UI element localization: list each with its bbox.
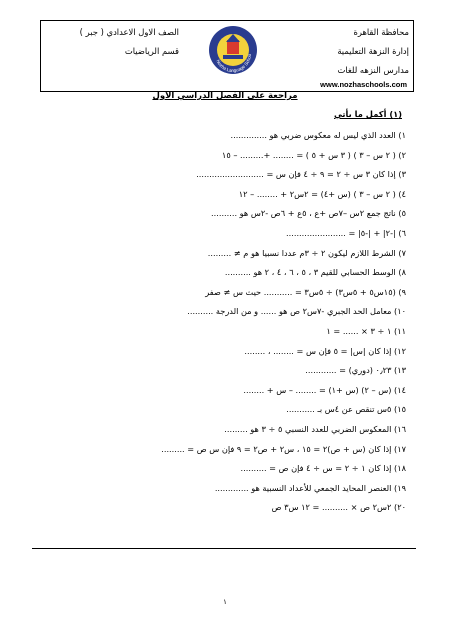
question-item: ١٢) إذا كان |س| = ٥ فإن س = ........ ، ........ bbox=[244, 345, 406, 356]
header-box bbox=[40, 20, 414, 92]
question-item: ١) العدد الذي ليس له معكوس ضربي هو .............. bbox=[230, 130, 406, 140]
question-item: ٢٠) ٢س٢ ص × .......... = ١٢ س٣ ص bbox=[271, 502, 406, 513]
school-name-label: مدارس النزهه للغات bbox=[337, 65, 409, 75]
logo-text: Nozha Language Schoo bbox=[215, 53, 253, 74]
header-right-block bbox=[259, 23, 409, 80]
question-item: ١٧) إذا كان (س + ص)٢ = ١٥ ، س٢ + ص٢ = ٩ فإن س ص = ......... bbox=[161, 443, 406, 454]
header-left-block bbox=[49, 23, 179, 61]
question-item: ٣) إذا كان ٣ س ÷ ٢ = ٩ ÷ ٤ فإن س = .......................... bbox=[196, 169, 406, 180]
question-item: ٥) ناتج جمع ٢س –٧ص +ع ، ٥ع + ٦ص -٢س هو .......... bbox=[211, 208, 406, 219]
website-link[interactable]: www.nozhaschools.com bbox=[320, 80, 407, 89]
question-item: ٨) الوسط الحسابي للقيم ٣ ، ٥ ، ٦ ، ٤ ، ٢ هو .......... bbox=[224, 267, 406, 278]
question-list bbox=[36, 126, 406, 518]
bottom-divider bbox=[32, 548, 416, 549]
school-logo bbox=[207, 24, 259, 76]
section-heading: (١) أكمل ما يأتي bbox=[334, 109, 402, 119]
question-item: ٤) ( ٢ س – ٣ ) (س +٤) = ٢س٢ + ........ – ١٢ bbox=[238, 188, 406, 199]
question-item: ٦) |-٢| + |-٥| = ....................... bbox=[286, 227, 406, 238]
question-item: ١٨) إذا كان ١ ÷ ٢ = س ÷ ٤ فإن ص = .......... bbox=[240, 463, 406, 474]
grade-label: الصف الاول الاعدادي ( جبر ) bbox=[79, 27, 179, 37]
question-item: ١٣) ٠٫٢٣ (دوري) = ............ bbox=[305, 365, 406, 376]
question-item: ٢) ( ٢ س – ٣ ) ( ٣ س + ٥ ) = ........ +......... – ١٥ bbox=[221, 149, 406, 160]
page-number: ١ bbox=[223, 598, 227, 606]
governorate-label: محافظة القاهرة bbox=[353, 27, 409, 37]
question-item: ٩) (١٥س٥ + ٥س٣) ÷ ٥س٣ = ........... حيث س ≠ صفر bbox=[205, 286, 406, 297]
question-item: ١٥) ٥س تنقص عن ٤س بـ ........... bbox=[286, 404, 406, 415]
page-title: مراجعة على الفصل الدراسي الاول bbox=[152, 91, 298, 101]
administration-label: إدارة النزهة التعليمية bbox=[337, 46, 409, 56]
question-item: ١٠) معامل الحد الجبري -٧س٢ ص هو ...... و من الدرجة .......... bbox=[187, 306, 406, 317]
department-label: قسم الرياضيات bbox=[124, 46, 179, 56]
question-item: ١٤) (س – ٢) (س +١) = ........ – س + ........ bbox=[243, 384, 406, 395]
question-item: ١٦) المعكوس الضربي للعدد النسبي ٥ ÷ ٣ هو ......... bbox=[224, 423, 406, 434]
question-item: ١٩) العنصر المحايد الجمعي للأعداد النسبية هو ............. bbox=[214, 482, 406, 493]
question-item: ٧) الشرط اللازم ليكون ٢ ÷ ٣م عددا نسبيا هو م ≠ ......... bbox=[207, 247, 406, 258]
question-item: ١١) ١ ÷ ٣ × ...... = ١ bbox=[326, 325, 406, 336]
